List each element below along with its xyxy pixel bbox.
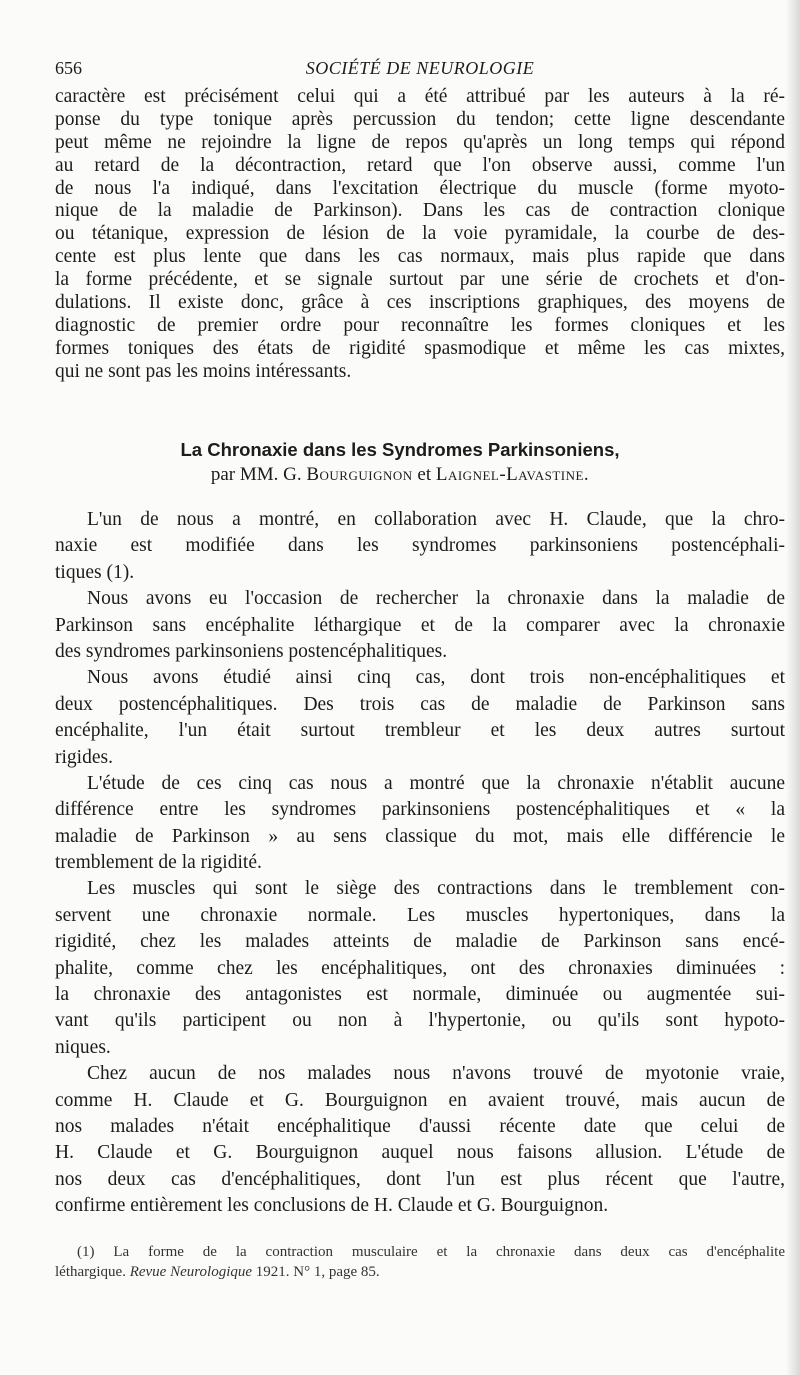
author-bourguignon: Bourguignon	[306, 464, 413, 485]
text-line: ou tétanique, expression de lésion de la voie pyramidale, la courbe de des-	[55, 223, 785, 245]
text-line: H. Claude et G. Bourguignon auquel nous faisons allusion. L'étude de	[55, 1142, 785, 1164]
text-line: ponse du type tonique après percussion du tendon; cette ligne descendante	[55, 108, 785, 130]
text-line: nos malades n'était encéphalitique d'aussi récente date que celui de	[55, 1115, 785, 1137]
text-line: qui ne sont pas les moins intéressants.	[55, 360, 352, 382]
running-title: SOCIÉTÉ DE NEUROLOGIE	[305, 58, 535, 78]
text-line: la chronaxie des antagonistes est normale, diminuée ou augmentée sui-	[55, 984, 785, 1006]
text-line: Nous avons étudié ainsi cinq cas, dont trois non-encéphalitiques et	[87, 667, 785, 689]
page-edge-shadow	[786, 0, 800, 1375]
footnote-line: (1) La forme de la contraction musculaire et la chronaxie dans deux cas d'encéphalite	[77, 1244, 785, 1260]
text-line: rigidité, chez les malades atteints de maladie de Parkinson sans encé-	[55, 931, 785, 953]
text-line: la forme précédente, et se signale surtout par une série de crochets et d'on-	[55, 269, 785, 291]
text-line: au retard de la décontraction, retard que l'on observe aussi, comme l'un	[55, 154, 785, 176]
author-laignel-lavastine: Laignel-Lavastine.	[435, 464, 590, 485]
article-authors	[0, 464, 800, 486]
text-line: dulations. Il existe donc, grâce à ces inscriptions graphiques, des moyens de	[55, 292, 785, 314]
text-line: Parkinson sans encéphalite léthargique et de la comparer avec la chronaxie	[55, 614, 785, 636]
text-line: phalite, comme chez les encéphalitiques, ont des chronaxies diminuées :	[55, 957, 785, 979]
text-line: de nous l'a indiqué, dans l'excitation électrique du muscle (forme myoto-	[55, 177, 785, 199]
footnote-text: léthargique.	[55, 1264, 130, 1280]
text-line: maladie de Parkinson » au sens classique du mot, mais elle différencie le	[55, 825, 785, 847]
article-title: La Chronaxie dans les Syndromes Parkinsoniens,	[180, 439, 620, 460]
text-line: deux postencéphalitiques. Des trois cas de maladie de Parkinson sans	[55, 693, 785, 715]
text-line: cente est plus lente que dans les cas normaux, mais plus rapide que dans	[55, 246, 785, 268]
text-line: L'un de nous a montré, en collaboration avec H. Claude, que la chro-	[87, 509, 785, 530]
text-line: formes toniques des états de rigidité spasmodique et même les cas mixtes,	[55, 337, 785, 359]
footnote-journal: Revue Neurologique	[129, 1264, 253, 1280]
footnote-line	[55, 1262, 785, 1282]
text-line: diagnostic de premier ordre pour reconnaître les formes cloniques et les	[55, 314, 785, 336]
text-line: comme H. Claude et G. Bourguignon en avaient trouvé, mais aucun de	[55, 1089, 785, 1111]
text-line: nos deux cas d'encéphalitiques, dont l'un est plus récent que l'autre,	[55, 1168, 785, 1190]
text-line: vant qu'ils participent ou non à l'hypertonie, ou qu'ils sont hypoto-	[55, 1010, 785, 1032]
text-line: Chez aucun de nos malades nous n'avons trouvé de myotonie vraie,	[87, 1063, 785, 1085]
article-body	[55, 507, 785, 1220]
text-line: des syndromes parkinsoniens postencéphalitiques.	[55, 640, 448, 662]
text-line: différence entre les syndromes parkinsoniens postencéphalitiques et « la	[55, 799, 785, 821]
page-number: 656	[55, 58, 82, 78]
text-line: rigides.	[55, 746, 113, 768]
text-line: confirme entièrement les conclusions de H. Claude et G. Bourguignon.	[55, 1195, 609, 1217]
authors-conjunction: et	[412, 464, 436, 485]
text-line: encéphalite, l'un était surtout trembleur et les deux autres surtout	[55, 720, 785, 742]
footnote-text: 1921. N° 1, page 85.	[252, 1264, 380, 1280]
text-line: tremblement de la rigidité.	[55, 852, 262, 874]
text-line: nique de la maladie de Parkinson). Dans les cas de contraction clonique	[55, 200, 785, 222]
text-line: naxie est modifiée dans les syndromes parkinsoniens postencéphali-	[55, 535, 785, 557]
text-line: servent une chronaxie normale. Les muscles hypertoniques, dans la	[55, 904, 785, 926]
authors-prefix: par MM. G.	[210, 464, 307, 485]
text-line: caractère est précisément celui qui a été attribué par les auteurs à la ré-	[55, 86, 785, 107]
footnote	[55, 1242, 785, 1282]
text-line: L'étude de ces cinq cas nous a montré que la chronaxie n'établit aucune	[87, 772, 785, 794]
text-line: Les muscles qui sont le siège des contractions dans le tremblement con-	[87, 878, 785, 900]
paragraph-continued	[55, 86, 785, 384]
text-line: Nous avons eu l'occasion de rechercher la chronaxie dans la maladie de	[87, 588, 785, 610]
text-line: peut même ne rejoindre la ligne de repos qu'après un long temps qui répond	[55, 131, 785, 153]
text-line: tiques (1).	[55, 561, 135, 583]
text-line: niques.	[55, 1036, 111, 1058]
page-header	[55, 58, 785, 82]
